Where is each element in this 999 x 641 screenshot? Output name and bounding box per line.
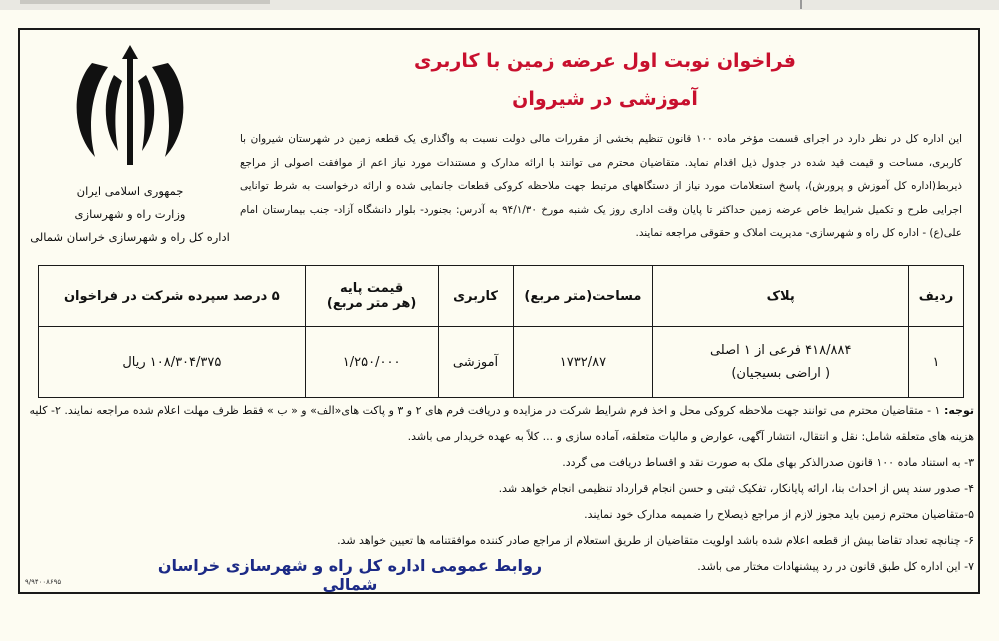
land-table bbox=[38, 265, 964, 398]
note-1 bbox=[28, 398, 974, 450]
header-row-no: ردیف bbox=[909, 266, 964, 327]
header-usage: کاربری bbox=[438, 266, 513, 327]
note-6: ۶- چنانچه تعداد تقاضا بیش از قطعه اعلام شده باشد اولویت متقاضیان از طریق استعلام از مراجع صادر کننده موافقتنامه ها تعیین خواهد شد. bbox=[337, 534, 974, 547]
notes-section bbox=[28, 398, 974, 580]
cell-plaque-line1: ۴۱۸/۸۸۴ فرعی از ۱ اصلی bbox=[709, 343, 852, 358]
table-header-row bbox=[39, 266, 964, 327]
cell-base-price: ۱/۲۵۰/۰۰۰ bbox=[305, 327, 438, 398]
header-base-price-line2: (هر متر مربع) bbox=[326, 296, 417, 311]
notes-label: توجه: bbox=[943, 404, 974, 417]
header-deposit: ۵ درصد سپرده شرکت در فراخوان bbox=[39, 266, 306, 327]
top-strip bbox=[0, 0, 999, 10]
emblem-line-ministry: وزارت راه و شهرسازی bbox=[74, 207, 186, 221]
ministry-caption bbox=[30, 180, 230, 249]
header-base-price bbox=[305, 266, 438, 327]
cell-row-no: ۱ bbox=[909, 327, 964, 398]
cell-area: ۱۷۳۲/۸۷ bbox=[513, 327, 653, 398]
top-strip-bar bbox=[20, 0, 270, 4]
note-7: ۷- این اداره کل طبق قانون در رد پیشنهادات مختار می باشد. bbox=[697, 560, 974, 573]
emblem-line-office: اداره کل راه و شهرسازی خراسان شمالی bbox=[30, 230, 230, 244]
cell-plaque-line2: ( اراضی بسیجیان) bbox=[731, 366, 831, 381]
note-5: ۵-متقاضیان محترم زمین باید مجوز لازم از مراجع ذیصلاح را ضمیمه مدارک خود نمایند. bbox=[584, 508, 974, 521]
header-area: مساحت(متر مربع) bbox=[513, 266, 653, 327]
cell-plaque bbox=[653, 327, 909, 398]
table-row bbox=[39, 327, 964, 398]
cell-deposit: ۱۰۸/۳۰۴/۳۷۵ ریال bbox=[39, 327, 306, 398]
note-1-text: ۱ - متقاضیان محترم می توانند جهت ملاحظه کروکی محل و اخذ فرم شرایط شرکت در مزایده و دریافت فرم های ۲ و ۳ و پاکت های«الف» و « ب » فقط ظرف مهلت اعلام شده مراجعه نمایند. ۲- کلیه هزینه های متعلقه شامل: نقل و انتقال، انتشار آگهی، عوارض و مالیات متعلقه، آماده سازی و ... کلاً به عهده خریدار می باشد. bbox=[29, 404, 974, 443]
ad-code: ۹/۹۴۰۰۸۶۹۵ bbox=[25, 578, 62, 586]
header-plaque: پلاک bbox=[653, 266, 909, 327]
emblem-line-country: جمهوری اسلامی ایران bbox=[76, 184, 184, 198]
notice-title-line2: آموزشی در شیروان bbox=[512, 88, 698, 110]
notice-title-line1: فراخوان نوبت اول عرضه زمین با کاربری bbox=[414, 50, 796, 72]
note-4: ۴- صدور سند پس از احداث بنا، ارائه پایانکار، تفکیک ثبتی و حسن انجام قرارداد تنظیمی انجام خواهد شد. bbox=[498, 482, 974, 495]
header-base-price-line1: قیمت پایه bbox=[339, 281, 404, 296]
note-3: ۳- به استناد ماده ۱۰۰ قانون صدرالذکر بهای ملک به صورت نقد و اقساط دریافت می گردد. bbox=[562, 456, 974, 469]
top-strip-tick bbox=[800, 0, 802, 9]
cell-usage: آموزشی bbox=[438, 327, 513, 398]
iran-emblem-icon bbox=[70, 45, 190, 170]
footer-signature: روابط عمومی اداره کل راه و شهرسازی خراسان شمالی bbox=[157, 556, 543, 594]
intro-paragraph: این اداره کل در نظر دارد در اجرای قسمت مؤخر ماده ۱۰۰ قانون تنظیم بخشی از مقررات مالی دولت نسبت به واگذاری یک قطعه زمین در شهرستان شیروان با کاربری، مساحت و قیمت قید شده در جدول ذیل اقدام نماید. متقاضیان محترم می توانند با ارائه مدارک و مستندات مورد نیاز اعم از موافقت اصولی از مراجع ذیربط(اداره کل آموزش و پرورش)، پاسخ استعلامات مورد نیاز از دستگاههای مرتبط جهت ملاحظه کروکی قطعات جانمایی شده و ارائه درخواست به شرط توانایی اجرایی طرح و تکمیل شرایط خاص عرضه زمین حداکثر تا پایان وقت اداری روز یک شنبه مورخ ۹۴/۱/۳۰ به آدرس: بجنورد- بلوار دانشگاه آزاد- جنب بیمارستان امام علی(ع) - اداره کل راه و شهرسازی- مدیریت املاک و حقوقی مراجعه نمایند. bbox=[240, 133, 962, 239]
